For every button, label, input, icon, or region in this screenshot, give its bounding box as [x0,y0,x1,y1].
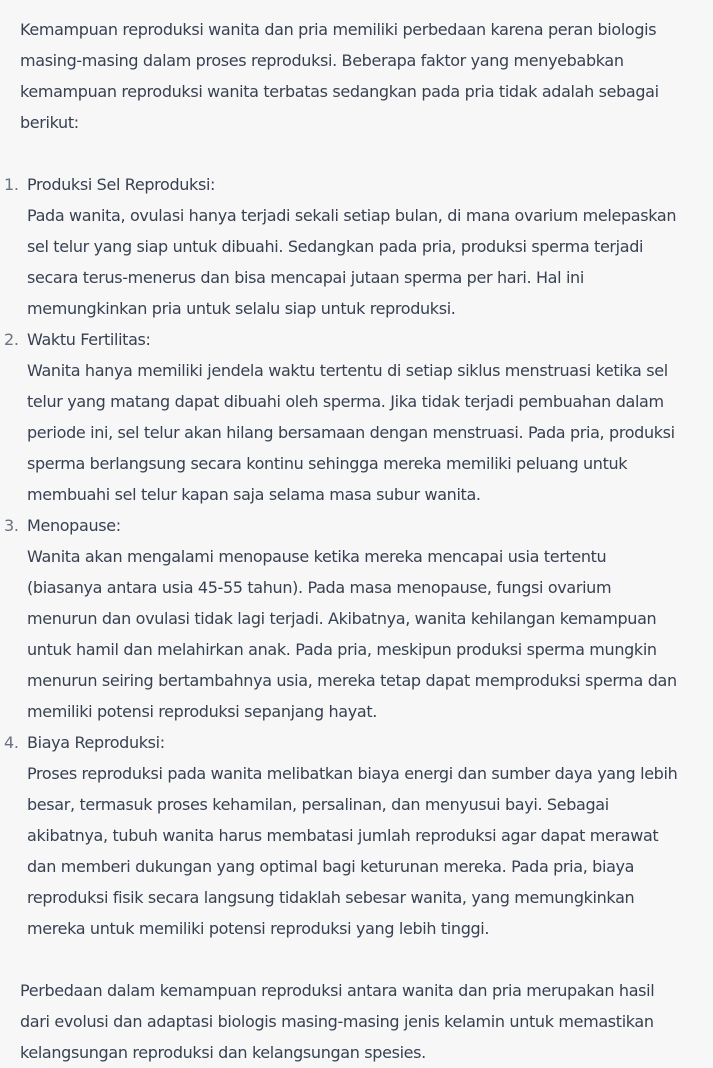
list-item [4,169,685,324]
item-body: Wanita akan mengalami menopause ketika mereka mencapai usia tertentu (biasanya antara usia 45-55 tahun). Pada masa menopause, fungsi ovarium menurun dan ovulasi tidak lagi terjadi. Akibatnya, wanita kehilangan kemampuan untuk hamil dan melahirkan anak. Pada pria, meskipun produksi sperma mungkin menurun seiring bertambahnya usia, mereka tetap dapat memproduksi sperma dan memiliki potensi reproduksi sepanjang hayat. [27,547,677,721]
item-body: Wanita hanya memiliki jendela waktu tertentu di setiap siklus menstruasi ketika sel telur yang matang dapat dibuahi oleh sperma. Jika tidak terjadi pembuahan dalam periode ini, sel telur akan hilang bersamaan dengan menstruasi. Pada pria, produksi sperma berlangsung secara kontinu sehingga mereka memiliki peluang untuk membuahi sel telur kapan saja selama masa subur wanita. [27,361,675,504]
conclusion-paragraph: Perbedaan dalam kemampuan reproduksi antara wanita dan pria merupakan hasil dari evolusi dan adaptasi biologis masing-masing jenis kelamin untuk memastikan kelangsungan reproduksi dan kelangsungan spesies. [20,981,655,1062]
factor-list [4,169,685,944]
item-body: Pada wanita, ovulasi hanya terjadi sekali setiap bulan, di mana ovarium melepaskan sel telur yang siap untuk dibuahi. Sedangkan pada pria, produksi sperma terjadi secara terus-menerus dan bisa mencapai jutaan sperma per hari. Hal ini memungkinkan pria untuk selalu siap untuk reproduksi. [27,206,677,318]
list-number: 4. [4,733,19,752]
list-item [4,324,685,510]
list-item [4,727,685,944]
list-item [4,510,685,727]
item-title: Menopause: [27,516,121,535]
item-title: Waktu Fertilitas: [27,330,151,349]
list-number: 2. [4,330,19,349]
intro-paragraph: Kemampuan reproduksi wanita dan pria memiliki perbedaan karena peran biologis masing-masing dalam proses reproduksi. Beberapa faktor yang menyebabkan kemampuan reproduksi wanita terbatas sedangkan pada pria tidak adalah sebagai berikut: [20,20,659,132]
item-title: Biaya Reproduksi: [27,733,165,752]
item-title: Produksi Sel Reproduksi: [27,175,216,194]
list-number: 3. [4,516,19,535]
list-number: 1. [4,175,19,194]
item-body: Proses reproduksi pada wanita melibatkan biaya energi dan sumber daya yang lebih besar, termasuk proses kehamilan, persalinan, dan menyusui bayi. Sebagai akibatnya, tubuh wanita harus membatasi jumlah reproduksi agar dapat merawat dan memberi dukungan yang optimal bagi keturunan mereka. Pada pria, biaya reproduksi fisik secara langsung tidaklah sebesar wanita, yang memungkinkan mereka untuk memiliki potensi reproduksi yang lebih tinggi. [27,764,678,938]
